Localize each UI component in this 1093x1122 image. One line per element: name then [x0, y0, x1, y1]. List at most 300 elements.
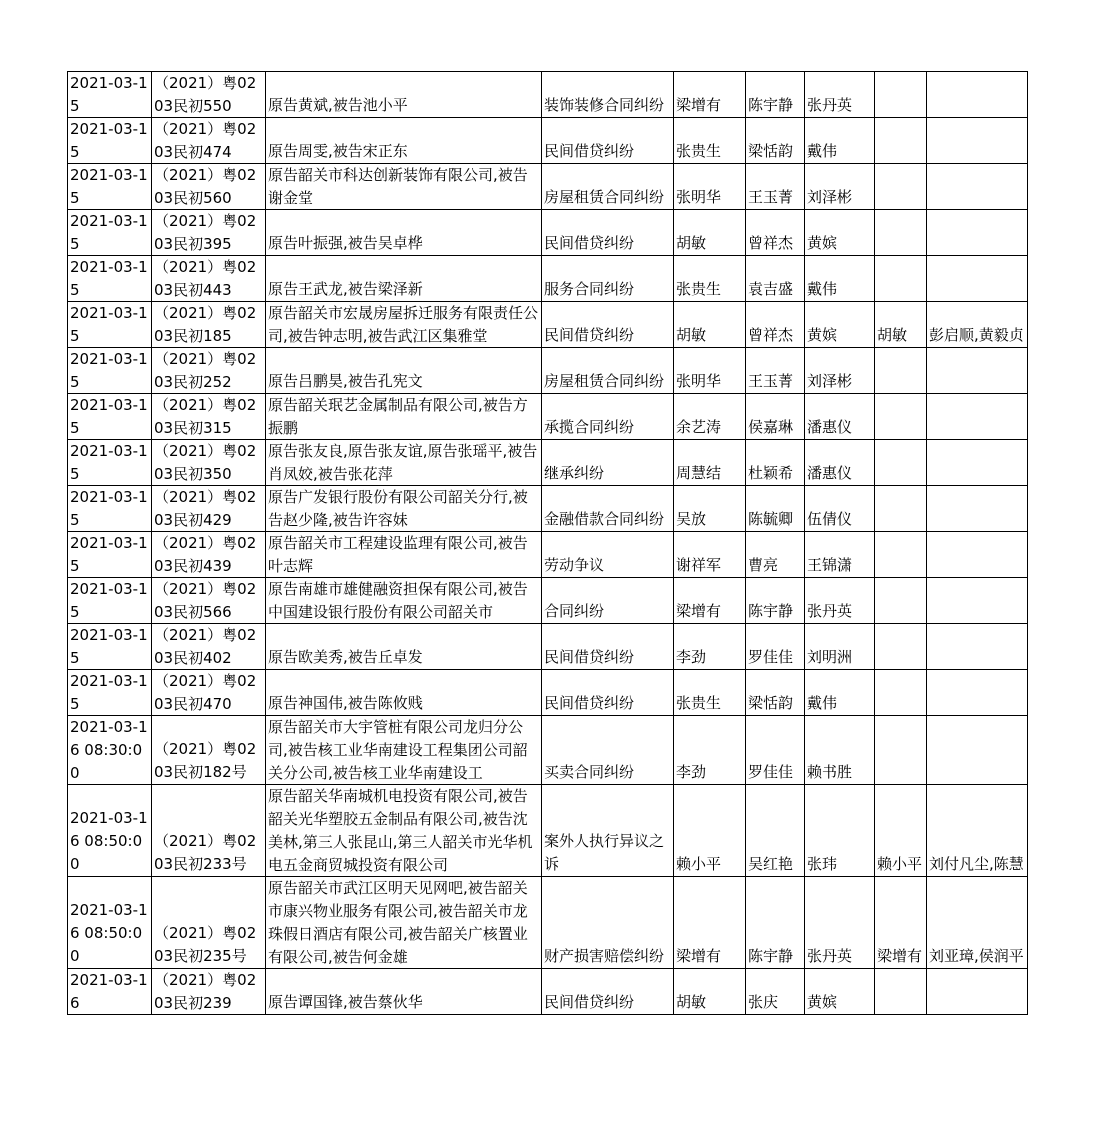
extra-members-cell: [927, 785, 1028, 877]
case-number-cell-text: （2021）粤0203民初350: [154, 442, 257, 483]
cause-cell-text: 案外人执行异议之诉: [544, 832, 665, 873]
cause-cell: [542, 394, 674, 440]
member-cell-text: 戴伟: [807, 694, 838, 712]
case-number-cell-text: （2021）粤0203民初550: [154, 74, 257, 115]
extra-judge-cell: [875, 210, 927, 256]
date-cell-text: 2021-03-16 08:50:00: [70, 901, 148, 965]
cause-cell: [542, 532, 674, 578]
date-cell-text: 2021-03-15: [70, 672, 148, 713]
parties-cell: [266, 532, 542, 578]
clerk-cell: [746, 302, 805, 348]
clerk-cell-text: 陈宇静: [748, 602, 794, 620]
case-number-cell: [152, 716, 266, 785]
member-cell-text: 戴伟: [807, 280, 838, 298]
extra-members-cell: [927, 348, 1028, 394]
member-cell: [805, 716, 875, 785]
parties-cell-text: 原告韶关市宏晟房屋拆迁服务有限责任公司,被告钟志明,被告武江区集雅堂: [268, 304, 539, 345]
judge-cell-text: 张贵生: [676, 694, 722, 712]
cause-cell-text: 买卖合同纠纷: [544, 763, 635, 781]
clerk-cell-text: 陈宇静: [748, 947, 794, 965]
table-row: [68, 578, 1028, 624]
case-number-cell: [152, 302, 266, 348]
case-number-cell-text: （2021）粤0203民初395: [154, 212, 257, 253]
clerk-cell-text: 侯嘉琳: [748, 418, 794, 436]
cause-cell-text: 继承纠纷: [544, 464, 605, 482]
parties-cell-text: 原告周雯,被告宋正东: [268, 142, 408, 160]
clerk-cell-text: 陈毓卿: [748, 510, 794, 528]
cause-cell: [542, 118, 674, 164]
case-number-cell-text: （2021）粤0203民初566: [154, 580, 257, 621]
extra-members-cell: [927, 486, 1028, 532]
date-cell: [68, 210, 152, 256]
cause-cell-text: 金融借款合同纠纷: [544, 510, 665, 528]
cause-cell-text: 民间借贷纠纷: [544, 694, 635, 712]
clerk-cell-text: 罗佳佳: [748, 648, 794, 666]
parties-cell-text: 原告韶关华南城机电投资有限公司,被告韶关光华塑胶五金制品有限公司,被告沈美林,第三人张昆山,第三人韶关市光华机电五金商贸城投资有限公司: [268, 787, 533, 874]
cause-cell: [542, 624, 674, 670]
parties-cell-text: 原告神国伟,被告陈攸贱: [268, 694, 423, 712]
parties-cell: [266, 578, 542, 624]
date-cell: [68, 118, 152, 164]
date-cell: [68, 348, 152, 394]
extra-members-cell: [927, 670, 1028, 716]
table-row: [68, 532, 1028, 578]
clerk-cell: [746, 210, 805, 256]
extra-members-cell: [927, 302, 1028, 348]
extra-judge-cell: [875, 118, 927, 164]
case-number-cell-text: （2021）粤0203民初185: [154, 304, 257, 345]
extra-members-cell: [927, 969, 1028, 1015]
judge-cell-text: 张明华: [676, 372, 722, 390]
date-cell-text: 2021-03-15: [70, 534, 148, 575]
member-cell: [805, 440, 875, 486]
extra-members-cell-text: 刘付凡尘,陈慧: [929, 855, 1024, 873]
clerk-cell: [746, 624, 805, 670]
extra-members-cell: [927, 877, 1028, 969]
cause-cell: [542, 969, 674, 1015]
clerk-cell: [746, 969, 805, 1015]
date-cell: [68, 578, 152, 624]
member-cell: [805, 164, 875, 210]
clerk-cell-text: 梁恬韵: [748, 142, 794, 160]
member-cell: [805, 72, 875, 118]
judge-cell-text: 张明华: [676, 188, 722, 206]
date-cell: [68, 969, 152, 1015]
parties-cell: [266, 72, 542, 118]
parties-cell-text: 原告黄斌,被告池小平: [268, 96, 408, 114]
clerk-cell: [746, 164, 805, 210]
parties-cell: [266, 716, 542, 785]
date-cell-text: 2021-03-15: [70, 488, 148, 529]
parties-cell-text: 原告南雄市雄健融资担保有限公司,被告中国建设银行股份有限公司韶关市: [268, 580, 528, 621]
case-number-cell: [152, 969, 266, 1015]
parties-cell: [266, 394, 542, 440]
clerk-cell: [746, 670, 805, 716]
parties-cell-text: 原告韶关珉艺金属制品有限公司,被告方振鹏: [268, 396, 528, 437]
case-number-cell-text: （2021）粤0203民初315: [154, 396, 257, 437]
cause-cell-text: 民间借贷纠纷: [544, 142, 635, 160]
member-cell: [805, 210, 875, 256]
cause-cell-text: 装饰装修合同纠纷: [544, 96, 665, 114]
judge-cell: [674, 72, 746, 118]
extra-judge-cell: [875, 348, 927, 394]
case-number-cell: [152, 394, 266, 440]
clerk-cell-text: 杜颖希: [748, 464, 794, 482]
parties-cell-text: 原告欧美秀,被告丘卓发: [268, 648, 423, 666]
judge-cell: [674, 716, 746, 785]
clerk-cell-text: 梁恬韵: [748, 694, 794, 712]
date-cell: [68, 716, 152, 785]
clerk-cell-text: 曹亮: [748, 556, 779, 574]
date-cell-text: 2021-03-15: [70, 626, 148, 667]
judge-cell-text: 梁增有: [676, 947, 722, 965]
parties-cell-text: 原告韶关市大宇管桩有限公司龙归分公司,被告核工业华南建设工程集团公司韶关分公司,被告核工业华南建设工: [268, 718, 528, 782]
case-number-cell: [152, 256, 266, 302]
case-number-cell-text: （2021）粤0203民初560: [154, 166, 257, 207]
date-cell-text: 2021-03-16: [70, 971, 148, 1012]
extra-members-cell: [927, 440, 1028, 486]
extra-members-cell: [927, 210, 1028, 256]
extra-members-cell: [927, 532, 1028, 578]
clerk-cell-text: 曾祥杰: [748, 326, 794, 344]
table-row: [68, 440, 1028, 486]
member-cell-text: 潘惠仪: [807, 464, 853, 482]
extra-members-cell: [927, 164, 1028, 210]
member-cell: [805, 670, 875, 716]
judge-cell-text: 胡敏: [676, 326, 707, 344]
cause-cell: [542, 716, 674, 785]
judge-cell: [674, 670, 746, 716]
parties-cell: [266, 256, 542, 302]
extra-judge-cell: [875, 256, 927, 302]
clerk-cell-text: 罗佳佳: [748, 763, 794, 781]
table-row: [68, 118, 1028, 164]
clerk-cell: [746, 348, 805, 394]
cause-cell-text: 民间借贷纠纷: [544, 648, 635, 666]
cause-cell-text: 房屋租赁合同纠纷: [544, 372, 665, 390]
cause-cell: [542, 440, 674, 486]
table-row: [68, 716, 1028, 785]
date-cell: [68, 486, 152, 532]
judge-cell-text: 张贵生: [676, 142, 722, 160]
judge-cell-text: 李劲: [676, 648, 707, 666]
date-cell: [68, 72, 152, 118]
member-cell-text: 黄嫔: [807, 993, 838, 1011]
judge-cell-text: 李劲: [676, 763, 707, 781]
table-row: [68, 670, 1028, 716]
parties-cell-text: 原告叶振强,被告吴卓桦: [268, 234, 423, 252]
extra-judge-cell: [875, 302, 927, 348]
judge-cell-text: 余艺涛: [676, 418, 722, 436]
cause-cell: [542, 670, 674, 716]
judge-cell: [674, 256, 746, 302]
judge-cell: [674, 394, 746, 440]
member-cell: [805, 302, 875, 348]
judge-cell: [674, 785, 746, 877]
case-number-cell-text: （2021）粤0203民初429: [154, 488, 257, 529]
parties-cell: [266, 877, 542, 969]
table-row: [68, 624, 1028, 670]
date-cell-text: 2021-03-15: [70, 304, 148, 345]
clerk-cell: [746, 716, 805, 785]
table-row: [68, 72, 1028, 118]
extra-members-cell: [927, 118, 1028, 164]
parties-cell: [266, 486, 542, 532]
clerk-cell: [746, 785, 805, 877]
clerk-cell: [746, 578, 805, 624]
extra-members-cell: [927, 256, 1028, 302]
member-cell: [805, 256, 875, 302]
case-number-cell: [152, 670, 266, 716]
case-number-cell-text: （2021）粤0203民初470: [154, 672, 257, 713]
date-cell-text: 2021-03-15: [70, 396, 148, 437]
member-cell: [805, 969, 875, 1015]
extra-judge-cell: [875, 486, 927, 532]
extra-members-cell-text: 彭启顺,黄毅贞: [929, 326, 1024, 344]
parties-cell: [266, 210, 542, 256]
date-cell: [68, 394, 152, 440]
judge-cell-text: 梁增有: [676, 96, 722, 114]
clerk-cell: [746, 394, 805, 440]
member-cell: [805, 532, 875, 578]
extra-judge-cell-text: 梁增有: [877, 947, 923, 965]
table-row: [68, 256, 1028, 302]
member-cell-text: 刘泽彬: [807, 372, 853, 390]
clerk-cell-text: 王玉菁: [748, 188, 794, 206]
member-cell-text: 黄嫔: [807, 326, 838, 344]
judge-cell-text: 胡敏: [676, 234, 707, 252]
clerk-cell: [746, 877, 805, 969]
cause-cell-text: 服务合同纠纷: [544, 280, 635, 298]
judge-cell: [674, 624, 746, 670]
case-number-cell: [152, 877, 266, 969]
table-row: [68, 486, 1028, 532]
parties-cell-text: 原告张友良,原告张友谊,原告张瑶平,被告肖凤姣,被告张花萍: [268, 442, 538, 483]
date-cell-text: 2021-03-15: [70, 166, 148, 207]
parties-cell: [266, 118, 542, 164]
parties-cell: [266, 164, 542, 210]
cause-cell: [542, 486, 674, 532]
cause-cell: [542, 302, 674, 348]
case-number-cell: [152, 440, 266, 486]
extra-members-cell: [927, 624, 1028, 670]
case-number-cell: [152, 348, 266, 394]
clerk-cell: [746, 532, 805, 578]
table-row: [68, 348, 1028, 394]
extra-judge-cell: [875, 440, 927, 486]
parties-cell-text: 原告谭国锋,被告蔡伙华: [268, 993, 423, 1011]
date-cell: [68, 670, 152, 716]
cause-cell: [542, 164, 674, 210]
case-number-cell-text: （2021）粤0203民初439: [154, 534, 257, 575]
case-number-cell-text: （2021）粤0203民初182号: [154, 740, 257, 781]
cause-cell: [542, 578, 674, 624]
cause-cell-text: 财产损害赔偿纠纷: [544, 947, 665, 965]
date-cell: [68, 302, 152, 348]
hearing-schedule-table: [67, 71, 1028, 1015]
date-cell-text: 2021-03-15: [70, 350, 148, 391]
member-cell: [805, 624, 875, 670]
table-row: [68, 969, 1028, 1015]
parties-cell: [266, 969, 542, 1015]
date-cell-text: 2021-03-15: [70, 258, 148, 299]
extra-judge-cell-text: 胡敏: [877, 326, 908, 344]
judge-cell-text: 赖小平: [676, 855, 722, 873]
extra-judge-cell: [875, 164, 927, 210]
date-cell-text: 2021-03-16 08:50:00: [70, 809, 148, 873]
judge-cell: [674, 210, 746, 256]
judge-cell-text: 谢祥军: [676, 556, 722, 574]
judge-cell: [674, 440, 746, 486]
clerk-cell: [746, 118, 805, 164]
parties-cell: [266, 348, 542, 394]
member-cell: [805, 578, 875, 624]
clerk-cell-text: 陈宇静: [748, 96, 794, 114]
extra-judge-cell: [875, 670, 927, 716]
case-number-cell-text: （2021）粤0203民初252: [154, 350, 257, 391]
extra-judge-cell: [875, 877, 927, 969]
case-number-cell: [152, 578, 266, 624]
case-number-cell: [152, 486, 266, 532]
member-cell-text: 刘明洲: [807, 648, 853, 666]
date-cell-text: 2021-03-15: [70, 580, 148, 621]
judge-cell: [674, 348, 746, 394]
member-cell-text: 伍倩仪: [807, 510, 853, 528]
judge-cell-text: 梁增有: [676, 602, 722, 620]
date-cell: [68, 877, 152, 969]
date-cell: [68, 624, 152, 670]
cause-cell-text: 承揽合同纠纷: [544, 418, 635, 436]
cause-cell: [542, 72, 674, 118]
extra-members-cell-text: 刘亚璋,侯润平: [929, 947, 1024, 965]
parties-cell-text: 原告韶关市科达创新装饰有限公司,被告谢金堂: [268, 166, 528, 207]
member-cell-text: 张丹英: [807, 947, 853, 965]
table-row: [68, 164, 1028, 210]
clerk-cell: [746, 72, 805, 118]
table-row: [68, 394, 1028, 440]
clerk-cell: [746, 256, 805, 302]
member-cell-text: 刘泽彬: [807, 188, 853, 206]
cause-cell: [542, 348, 674, 394]
member-cell-text: 王锦潇: [807, 556, 853, 574]
extra-judge-cell: [875, 578, 927, 624]
member-cell-text: 戴伟: [807, 142, 838, 160]
parties-cell: [266, 440, 542, 486]
date-cell-text: 2021-03-15: [70, 74, 148, 115]
member-cell-text: 黄嫔: [807, 234, 838, 252]
extra-judge-cell-text: 赖小平: [877, 855, 923, 873]
cause-cell-text: 劳动争议: [544, 556, 605, 574]
parties-cell: [266, 670, 542, 716]
cause-cell: [542, 210, 674, 256]
cause-cell: [542, 877, 674, 969]
case-number-cell-text: （2021）粤0203民初235号: [154, 924, 257, 965]
cause-cell: [542, 256, 674, 302]
member-cell-text: 潘惠仪: [807, 418, 853, 436]
case-number-cell-text: （2021）粤0203民初474: [154, 120, 257, 161]
judge-cell-text: 张贵生: [676, 280, 722, 298]
case-number-cell: [152, 72, 266, 118]
date-cell: [68, 532, 152, 578]
extra-judge-cell: [875, 624, 927, 670]
parties-cell: [266, 624, 542, 670]
case-number-cell-text: （2021）粤0203民初239: [154, 971, 257, 1012]
clerk-cell-text: 张庆: [748, 993, 779, 1011]
parties-cell-text: 原告吕鹏昊,被告孔宪文: [268, 372, 423, 390]
case-number-cell: [152, 210, 266, 256]
judge-cell-text: 胡敏: [676, 993, 707, 1011]
extra-judge-cell: [875, 785, 927, 877]
parties-cell: [266, 785, 542, 877]
cause-cell-text: 房屋租赁合同纠纷: [544, 188, 665, 206]
clerk-cell-text: 王玉菁: [748, 372, 794, 390]
judge-cell: [674, 302, 746, 348]
extra-members-cell: [927, 716, 1028, 785]
clerk-cell-text: 吴红艳: [748, 855, 794, 873]
cause-cell-text: 民间借贷纠纷: [544, 234, 635, 252]
judge-cell: [674, 486, 746, 532]
clerk-cell-text: 袁吉盛: [748, 280, 794, 298]
judge-cell: [674, 578, 746, 624]
member-cell: [805, 877, 875, 969]
case-number-cell: [152, 785, 266, 877]
judge-cell: [674, 877, 746, 969]
cause-cell: [542, 785, 674, 877]
case-number-cell-text: （2021）粤0203民初443: [154, 258, 257, 299]
extra-judge-cell: [875, 532, 927, 578]
case-number-cell: [152, 532, 266, 578]
parties-cell-text: 原告韶关市工程建设监理有限公司,被告叶志辉: [268, 534, 528, 575]
case-number-cell: [152, 624, 266, 670]
parties-cell: [266, 302, 542, 348]
extra-members-cell: [927, 72, 1028, 118]
table-body: [68, 72, 1028, 1015]
member-cell: [805, 486, 875, 532]
parties-cell-text: 原告韶关市武江区明天见网吧,被告韶关市康兴物业服务有限公司,被告韶关市龙珠假日酒店有限公司,被告韶关广核置业有限公司,被告何金雄: [268, 879, 528, 966]
table-row: [68, 877, 1028, 969]
clerk-cell: [746, 440, 805, 486]
member-cell: [805, 118, 875, 164]
cause-cell-text: 合同纠纷: [544, 602, 605, 620]
date-cell-text: 2021-03-16 08:30:00: [70, 718, 148, 782]
member-cell: [805, 348, 875, 394]
case-number-cell: [152, 118, 266, 164]
cause-cell-text: 民间借贷纠纷: [544, 993, 635, 1011]
table-row: [68, 210, 1028, 256]
clerk-cell: [746, 486, 805, 532]
date-cell-text: 2021-03-15: [70, 212, 148, 253]
judge-cell: [674, 969, 746, 1015]
member-cell-text: 张丹英: [807, 602, 853, 620]
table-row: [68, 302, 1028, 348]
judge-cell-text: 吴放: [676, 510, 707, 528]
date-cell-text: 2021-03-15: [70, 442, 148, 483]
judge-cell-text: 周慧结: [676, 464, 722, 482]
clerk-cell-text: 曾祥杰: [748, 234, 794, 252]
date-cell: [68, 785, 152, 877]
case-number-cell-text: （2021）粤0203民初233号: [154, 832, 257, 873]
member-cell: [805, 394, 875, 440]
member-cell: [805, 785, 875, 877]
member-cell-text: 赖书胜: [807, 763, 853, 781]
date-cell-text: 2021-03-15: [70, 120, 148, 161]
parties-cell-text: 原告王武龙,被告梁泽新: [268, 280, 423, 298]
case-number-cell: [152, 164, 266, 210]
extra-judge-cell: [875, 969, 927, 1015]
case-number-cell-text: （2021）粤0203民初402: [154, 626, 257, 667]
member-cell-text: 张玮: [807, 855, 838, 873]
date-cell: [68, 440, 152, 486]
